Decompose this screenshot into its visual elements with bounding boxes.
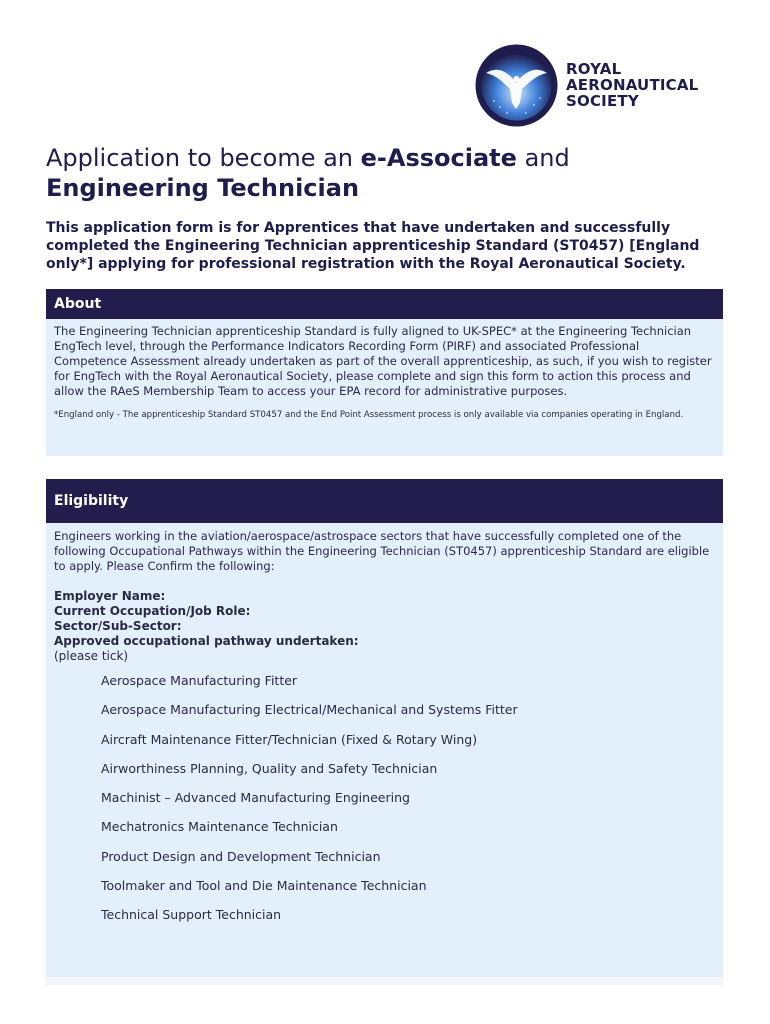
title-part-3: and (516, 144, 570, 172)
logo-line-1: ROYAL (566, 60, 622, 78)
pathway-option[interactable]: Product Design and Development Technician (101, 848, 381, 864)
pathway-option[interactable]: Aerospace Manufacturing Fitter (101, 673, 298, 688)
logo-line-3: SOCIETY (566, 92, 639, 110)
section-bottom-edge (46, 977, 723, 985)
title-line-2: Engineering Technician (46, 174, 360, 202)
pathway-option[interactable]: Toolmaker and Tool and Die Maintenance Technician (101, 878, 427, 894)
eligibility-heading: Eligibility (46, 479, 723, 523)
eagle-emblem-icon (474, 43, 559, 128)
intro-paragraph: This application form is for Apprentices that have undertaken and successfully completed the Engineering Technician apprenticeship Standard (ST0457) [England only*] applying for professional registration with the Royal Aeronautical Society. (46, 220, 700, 272)
raes-logo (474, 43, 714, 128)
about-section (46, 319, 723, 456)
about-body: The Engineering Technician apprenticeship Standard is fully aligned to UK-SPEC* at the Engineering Technician EngTech level, through the Performance Indicators Recording Form (PIRF) and associated Professional Competence Assessment already undertaken as part of the overall apprenticeship, as such, if you wish to register for EngTech with the Royal Aeronautical Society, please complete and sign this form to action this process and allow the RAeS Membership Team to access your EPA record for administrative purposes. (54, 324, 712, 398)
pathway-option[interactable]: Aerospace Manufacturing Electrical/Mechanical and Systems Fitter (101, 702, 518, 718)
pathway-label: Approved occupational pathway undertaken: (54, 634, 359, 648)
pathway-option[interactable]: Airworthiness Planning, Quality and Safety Technician (101, 760, 438, 776)
sector-field[interactable]: Sector/Sub-Sector: (54, 619, 182, 633)
pathway-option[interactable]: Aircraft Maintenance Fitter/Technician (Fixed & Rotary Wing) (101, 731, 478, 747)
title-part-1: Application to become an (46, 144, 361, 172)
pathway-option[interactable]: Mechatronics Maintenance Technician (101, 819, 338, 835)
logo-wordmark (566, 61, 698, 109)
eligibility-body: Engineers working in the aviation/aerospace/astrospace sectors that have successfully completed one of the following Occupational Pathways within the Engineering Technician (ST0457) apprenticeship Standard are eligible to apply. Please Confirm the following: (54, 529, 710, 573)
tick-note: (please tick) (54, 649, 129, 663)
about-footnote: *England only - The apprenticeship Standard ST0457 and the End Point Assessment process is only available via companies operating in England. (54, 410, 684, 420)
about-heading: About (46, 289, 723, 319)
title-part-2: e-Associate (360, 144, 517, 172)
logo-line-2: AERONAUTICAL (566, 76, 699, 94)
eligibility-section (46, 523, 723, 977)
pathway-option[interactable]: Machinist – Advanced Manufacturing Engineering (101, 790, 410, 806)
occupation-field[interactable]: Current Occupation/Job Role: (54, 604, 251, 618)
pathway-option[interactable]: Technical Support Technician (101, 907, 282, 923)
employer-name-field[interactable]: Employer Name: (54, 589, 166, 603)
page-title (46, 143, 706, 203)
pathway-options (54, 672, 715, 936)
